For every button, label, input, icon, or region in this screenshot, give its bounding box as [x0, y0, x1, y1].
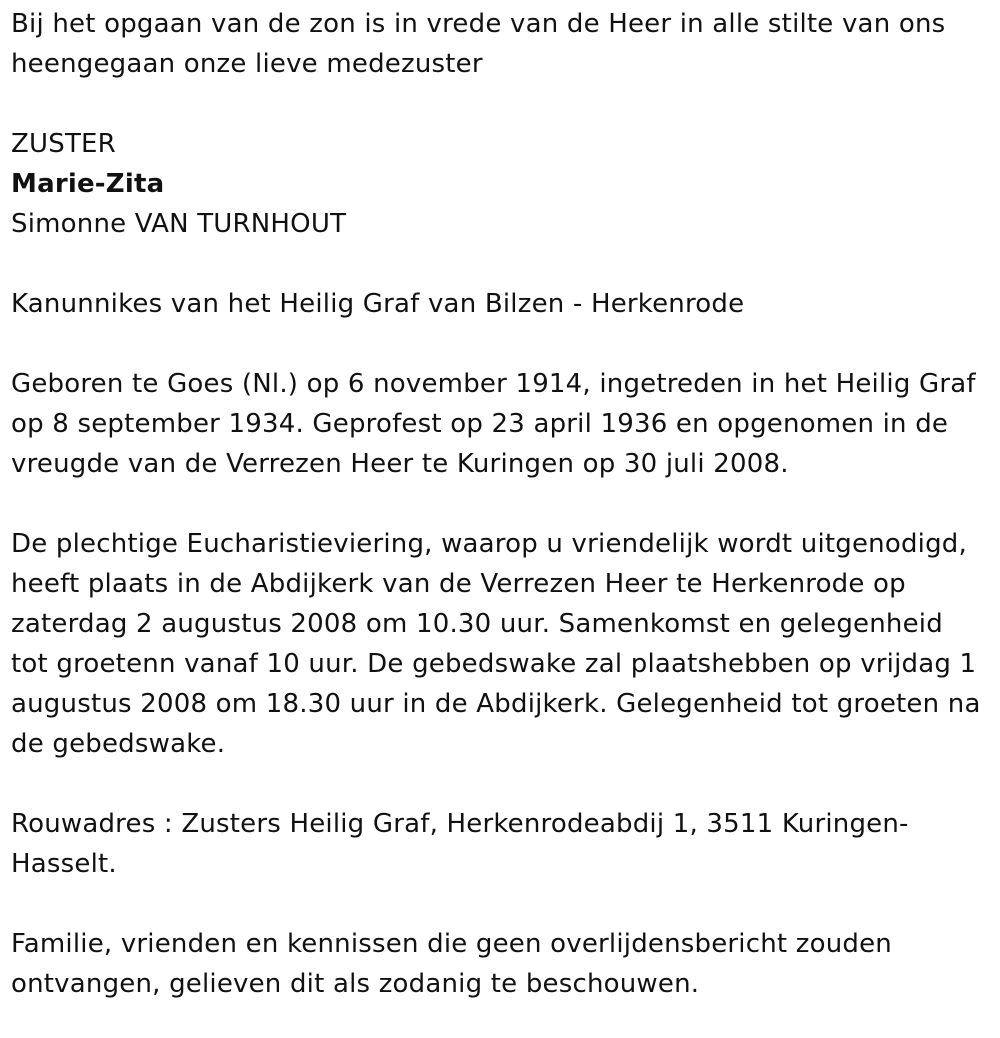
title-word: ZUSTER — [11, 129, 116, 159]
congregation-line: Kanunnikes van het Heilig Graf van Bilzen - Herkenrode — [11, 289, 745, 319]
ceremony-paragraph: De plechtige Eucharistieviering, waarop u vriendelijk wordt uitgenodigd, heeft plaats in de Abdijkerk van de Verrezen Heer te Herkenrode op zaterdag 2 augustus 2008 om 10.30 uur. Samenkomst en gelegenheid tot groetenn vanaf 10 uur. De gebedswake zal plaatshebben op vrijdag 1 augustus 2008 om 18.30 uur in de Abdijkerk. Gelegenheid tot groeten na de gebedswake. — [11, 529, 981, 759]
death-notice — [11, 4, 989, 1004]
biography-paragraph: Geboren te Goes (Nl.) op 6 november 1914, ingetreden in het Heilig Graf op 8 september 1934. Geprofest op 23 april 1936 en opgenomen in de vreugde van de Verrezen Heer te Kuringen op 30 juli 2008. — [11, 369, 976, 479]
civil-name: Simonne VAN TURNHOUT — [11, 209, 347, 239]
religious-name: Marie-Zita — [11, 169, 165, 199]
address-paragraph: Rouwadres : Zusters Heilig Graf, Herkenrodeabdij 1, 3511 Kuringen- Hasselt. — [11, 809, 909, 879]
closing-paragraph: Familie, vrienden en kennissen die geen overlijdensbericht zouden ontvangen, gelieven dit als zodanig te beschouwen. — [11, 929, 892, 999]
intro-paragraph: Bij het opgaan van de zon is in vrede van de Heer in alle stilte van ons heengegaan onze lieve medezuster — [11, 9, 946, 79]
